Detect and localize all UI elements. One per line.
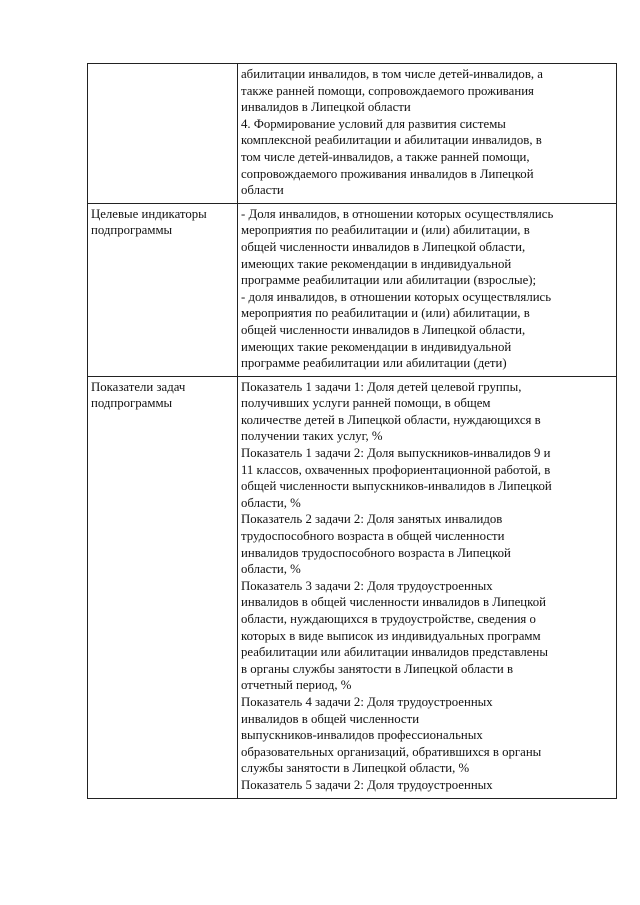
row-label-cell	[88, 64, 238, 204]
row-content-line: области	[241, 183, 284, 198]
row-content-line: общей численности инвалидов в Липецкой области,	[241, 322, 526, 337]
row-label-cell	[88, 203, 238, 376]
row-content-line: Показатель 4 задачи 2: Доля трудоустроенных	[241, 694, 493, 709]
row-content-line: которых в виде выписок из индивидуальных программ	[241, 628, 541, 643]
row-content-line: мероприятия по реабилитации и (или) абилитации, в	[241, 223, 530, 238]
table-row	[88, 376, 617, 798]
row-content-line: сопровождаемого проживания инвалидов в Липецкой	[241, 166, 534, 181]
row-content-line: инвалидов в общей численности инвалидов в Липецкой	[241, 595, 546, 610]
row-content-line: службы занятости в Липецкой области, %	[241, 761, 470, 776]
row-content-line: Показатель 1 задачи 2: Доля выпускников-инвалидов 9 и	[241, 446, 551, 461]
row-content-line: области, %	[241, 562, 301, 577]
row-content-line: трудоспособного возраста в общей численности	[241, 529, 505, 544]
row-content-line: - Доля инвалидов, в отношении которых осуществлялись	[241, 206, 554, 221]
row-label-line: подпрограммы	[91, 223, 173, 238]
row-content-line: реабилитации или абилитации инвалидов представлены	[241, 645, 548, 660]
row-content-line: Показатель 1 задачи 1: Доля детей целевой группы,	[241, 379, 522, 394]
row-content-line: том числе детей-инвалидов, а также ранней помощи,	[241, 149, 530, 164]
row-content-cell	[238, 376, 617, 798]
row-content-line: получивших услуги ранней помощи, в общем	[241, 396, 491, 411]
row-content-line: также ранней помощи, сопровождаемого проживания	[241, 83, 534, 98]
row-content-line: отчетный период, %	[241, 678, 352, 693]
row-content-line: количестве детей в Липецкой области, нуждающихся в	[241, 412, 541, 427]
row-content-line: абилитации инвалидов, в том числе детей-инвалидов, а	[241, 67, 543, 81]
row-label-line: Целевые индикаторы	[91, 206, 207, 221]
subprogram-passport-table	[87, 63, 617, 799]
table-row	[88, 64, 617, 204]
row-content-line: 11 классов, охваченных профориентационной работой, в	[241, 462, 551, 477]
row-content-line: Показатель 3 задачи 2: Доля трудоустроенных	[241, 578, 493, 593]
row-content-line: комплексной реабилитации и абилитации инвалидов, в	[241, 133, 542, 148]
row-content-line: инвалидов в Липецкой области	[241, 100, 411, 115]
row-content-line: области, нуждающихся в трудоустройстве, сведения о	[241, 612, 536, 626]
row-content-line: - доля инвалидов, в отношении которых осуществлялись	[241, 289, 552, 304]
row-content-line: программе реабилитации или абилитации (дети)	[241, 356, 507, 371]
row-content-line: инвалидов в общей численности	[241, 711, 420, 726]
row-content-line: инвалидов трудоспособного возраста в Липецкой	[241, 545, 511, 560]
row-content-line: в органы службы занятости в Липецкой области в	[241, 661, 513, 676]
row-content-line: имеющих такие рекомендации в индивидуальной	[241, 256, 512, 271]
table-body	[88, 64, 617, 799]
row-content-line: образовательных организаций, обратившихся в органы	[241, 744, 542, 759]
row-content-line: Показатель 2 задачи 2: Доля занятых инвалидов	[241, 512, 503, 527]
row-label-line: подпрограммы	[91, 396, 173, 411]
row-content-line: получении таких услуг, %	[241, 429, 383, 444]
row-label-line: Показатели задач	[91, 379, 186, 394]
row-content-line: выпускников-инвалидов профессиональных	[241, 728, 483, 743]
row-content-line: 4. Формирование условий для развития системы	[241, 116, 506, 131]
row-content-line: программе реабилитации или абилитации (взрослые);	[241, 273, 537, 288]
table-row	[88, 203, 617, 376]
row-content-line: Показатель 5 задачи 2: Доля трудоустроенных	[241, 777, 493, 792]
row-content-line: имеющих такие рекомендации в индивидуальной	[241, 339, 512, 354]
row-content-line: мероприятия по реабилитации и (или) абилитации, в	[241, 306, 530, 321]
row-content-line: общей численности инвалидов в Липецкой области,	[241, 239, 526, 254]
row-content-cell	[238, 203, 617, 376]
row-content-cell	[238, 64, 617, 204]
row-label-cell	[88, 376, 238, 798]
row-content-line: области, %	[241, 495, 301, 510]
row-content-line: общей численности выпускников-инвалидов в Липецкой	[241, 479, 552, 494]
